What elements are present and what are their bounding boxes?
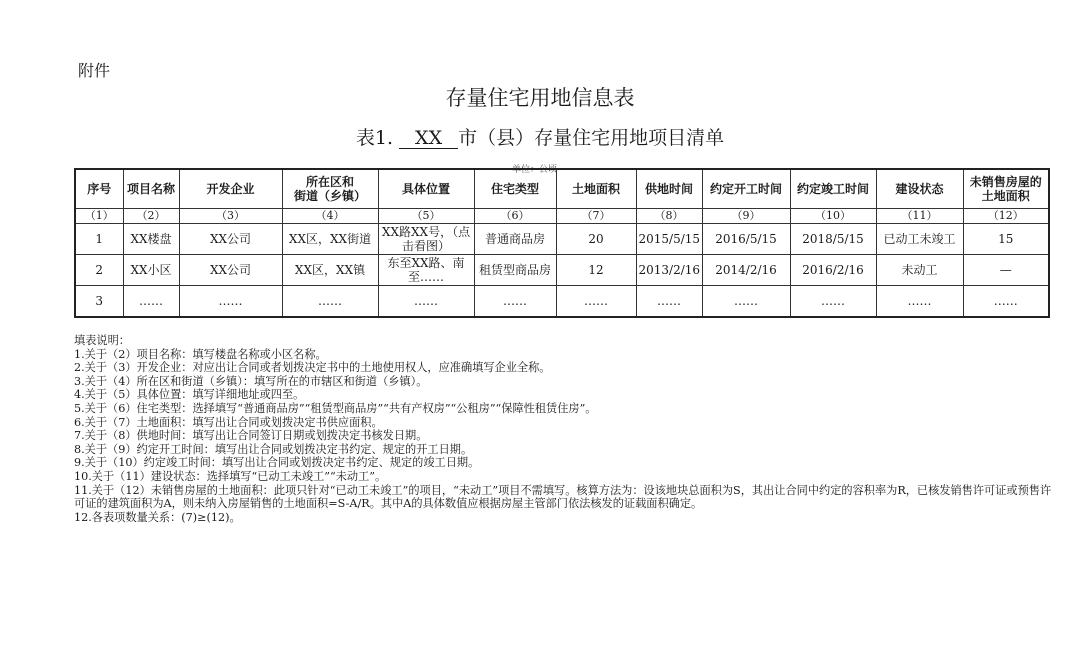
table-cell: （6） [474,209,556,224]
unit-label: 单位：公顷 [512,165,558,175]
table-cell: 供地时间 [636,169,702,209]
table-cell: …… [790,286,876,318]
table-row [75,286,1049,318]
table-cell: 2016/2/16 [790,255,876,286]
table-subtitle [0,123,1080,150]
table-cell: …… [963,286,1049,318]
table-cell: 建设状态 [876,169,963,209]
table-cell: （3） [179,209,282,224]
table-cell: （10） [790,209,876,224]
table-row [75,224,1049,255]
table-cell: 已动工未竣工 [876,224,963,255]
table-cell: 3 [75,286,123,318]
note-item: 2.关于（3）开发企业：对应出让合同或者划拨决定书中的土地使用权人，应准确填写企业全称。 [74,361,551,375]
notes-heading: 填表说明： [74,334,130,347]
table-cell: …… [702,286,790,318]
table-cell: 12 [556,255,636,286]
table-row [75,255,1049,286]
table-cell: …… [179,286,282,318]
note-item: 9.关于（10）约定竣工时间：填写出让合同或划拨决定书约定、规定的竣工日期。 [74,456,480,470]
fill-instructions [74,334,1054,524]
table-cell: 2 [75,255,123,286]
table-cell: 约定开工时间 [702,169,790,209]
table-cell: （12） [963,209,1049,224]
table-cell: （7） [556,209,636,224]
table-cell: 1 [75,224,123,255]
table-cell: （5） [378,209,474,224]
land-info-table [74,168,1050,318]
table-cell: 项目名称 [123,169,179,209]
table-cell: （4） [282,209,378,224]
note-item: 7.关于（8）供地时间：填写出让合同签订日期或划拨决定书核发日期。 [74,429,428,443]
table-cell: XX楼盘 [123,224,179,255]
table-cell: 20 [556,224,636,255]
table-cell: （2） [123,209,179,224]
note-item: 3.关于（4）所在区和街道（乡镇）：填写所在的市辖区和街道（乡镇）。 [74,374,428,388]
table-cell: 序号 [75,169,123,209]
table-cell: 东至XX路、南至…… [378,255,474,286]
table-cell: （11） [876,209,963,224]
table-cell: XX公司 [179,224,282,255]
subtitle-suffix: 市（县）存量住宅用地项目清单 [458,127,725,149]
table-cell: 租赁型商品房 [474,255,556,286]
table-cell: （9） [702,209,790,224]
table-cell: 开发企业 [179,169,282,209]
document-title: 存量住宅用地信息表 [445,86,635,110]
note-item: 11.关于（12）未销售房屋的土地面积：此项只针对“已动工未竣工”的项目，“未动工”项目不需填写。核算方法为：设该地块总面积为S，其出让合同中约定的容积率为R，已核发销售许可证或预售许可证的建筑面积为A，则未纳入房屋销售的土地面积=S-A/R。其中A的具体数值应根据房屋主管部门依法核发的证载面积确定。 [74,483,1052,511]
subtitle-prefix: 表1. [355,127,393,149]
table-cell: XX区，XX街道 [282,224,378,255]
table-cell: …… [556,286,636,318]
table-cell: 15 [963,224,1049,255]
table-cell: …… [123,286,179,318]
table-header-row [75,169,1049,209]
table-cell: 具体位置 [378,169,474,209]
table-cell: 住宅类型 [474,169,556,209]
table-cell: …… [378,286,474,318]
note-item: 4.关于（5）具体位置：填写详细地址或四至。 [74,388,305,402]
column-number-row [75,209,1049,224]
note-item: 5.关于（6）住宅类型：选择填写“普通商品房”“租赁型商品房”“共有产权房”“公租房”“保障性租赁住房”。 [74,401,597,415]
table-cell: XX小区 [123,255,179,286]
table-cell: 未销售房屋的 土地面积 [963,169,1049,209]
table-cell: 2016/5/15 [702,224,790,255]
table-cell: 未动工 [876,255,963,286]
note-item: 12.各表项数量关系：(7)≥(12)。 [74,510,241,524]
table-cell: 所在区和 街道（乡镇） [282,169,378,209]
table-cell: …… [282,286,378,318]
table-cell: XX区，XX镇 [282,255,378,286]
table-cell: 2015/5/15 [636,224,702,255]
table-cell: …… [876,286,963,318]
note-item: 6.关于（7）土地面积：填写出让合同或划拨决定书供应面积。 [74,415,383,429]
table-cell: 土地面积 [556,169,636,209]
table-cell: 普通商品房 [474,224,556,255]
note-item: 8.关于（9）约定开工时间：填写出让合同或划拨决定书约定、规定的开工日期。 [74,442,473,456]
table-cell: XX公司 [179,255,282,286]
attachment-label: 附件 [78,61,111,80]
table-cell: 2014/2/16 [702,255,790,286]
table-cell: …… [474,286,556,318]
table-cell: 2013/2/16 [636,255,702,286]
table-cell: — [963,255,1049,286]
note-item: 1.关于（2）项目名称：填写楼盘名称或小区名称。 [74,347,327,361]
table-cell: 约定竣工时间 [790,169,876,209]
table-cell: （8） [636,209,702,224]
table-cell: 2018/5/15 [790,224,876,255]
table-cell: （1） [75,209,123,224]
subtitle-city: XX [399,128,458,149]
note-item: 10.关于（11）建设状态：选择填写“已动工未竣工”“未动工”。 [74,469,387,483]
table-cell: …… [636,286,702,318]
table-cell: XX路XX号，（点击看图） [378,224,474,255]
